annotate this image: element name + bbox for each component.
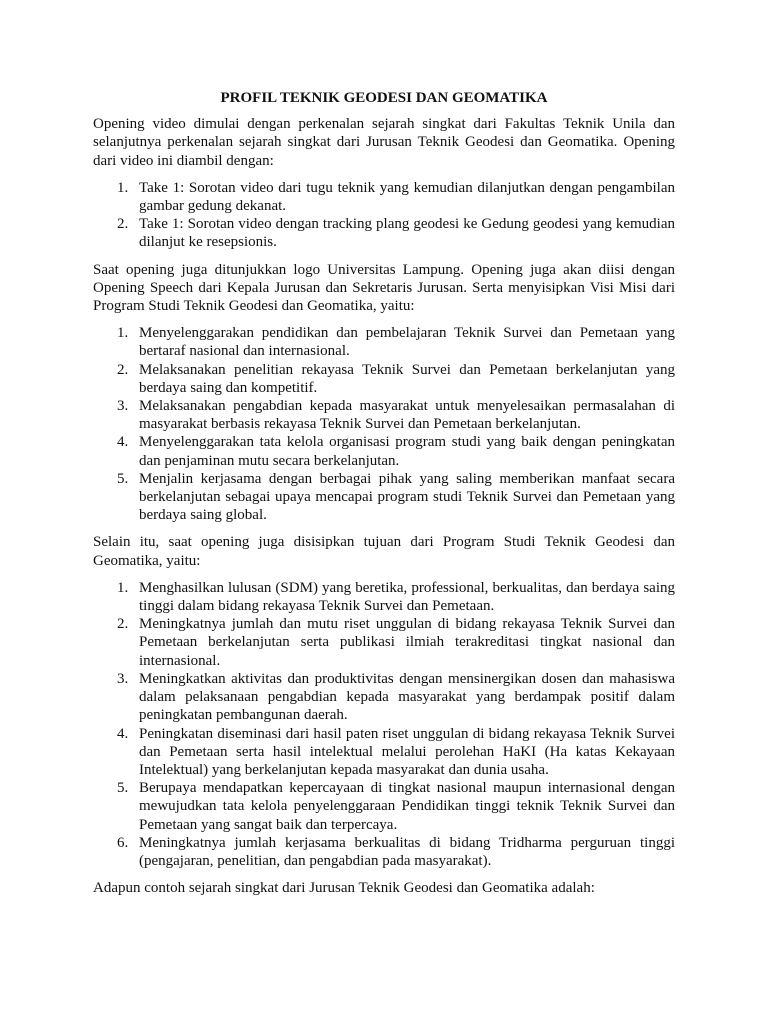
closing-paragraph: Adapun contoh sejarah singkat dari Jurusan Teknik Geodesi dan Geomatika adalah:: [93, 880, 595, 897]
list-text: Menyelenggarakan tata kelola organisasi program studi yang baik dengan peningkatan dan penjaminan mutu secara berkelanjutan.: [139, 434, 675, 469]
list-text: Take 1: Sorotan video dari tugu teknik yang kemudian dilanjutkan dengan pengambilan gambar gedung dekanat.: [139, 179, 675, 215]
tujuan-list: [93, 579, 675, 870]
list-text: Menyelenggarakan pendidikan dan pembelajaran Teknik Survei dan Pemetaan yang bertaraf nasional dan internasional.: [139, 325, 675, 360]
list-number: 3.: [117, 670, 129, 687]
document-title: PROFIL TEKNIK GEODESI DAN GEOMATIKA: [220, 90, 548, 106]
list-item: [93, 324, 675, 360]
opening-paragraph: Saat opening juga ditunjukkan logo Universitas Lampung. Opening juga akan diisi dengan Opening Speech dari Kepala Jurusan dan Sekretaris Jurusan. Serta menyisipkan Visi Misi dari Program Studi Teknik Geodesi dan Geomatika, yaitu:: [93, 261, 675, 315]
list-number: 1.: [117, 179, 129, 196]
list-number: 2.: [117, 616, 129, 633]
list-text: Peningkatan diseminasi dari hasil paten riset unggulan di bidang rekayasa Teknik Survei dan Pemetaan serta hasil intelektual melalui perolehan HaKI (Ha katas Kekayaan Intelektual) yang berkelanjutan kepada masyarakat dan dunia usaha.: [139, 725, 675, 778]
list-text: Melaksanakan penelitian rekayasa Teknik Survei dan Pemetaan berkelanjutan yang berdaya saing dan kompetitif.: [139, 361, 675, 396]
list-number: 5.: [117, 780, 129, 797]
list-text: Melaksanakan pengabdian kepada masyarakat untuk menyelesaikan permasalahan di masyarakat berbasis rekayasa Teknik Survei dan Pemetaan berkelanjutan.: [139, 398, 675, 433]
list-number: 1.: [117, 325, 129, 342]
intro-paragraph: Opening video dimulai dengan perkenalan sejarah singkat dari Fakultas Teknik Unila dan selanjutnya perkenalan sejarah singkat dari Jurusan Teknik Geodesi dan Geomatika. Opening dari video ini diambil dengan:: [93, 116, 675, 169]
list-item: [93, 361, 675, 397]
list-item: [93, 215, 675, 251]
list-item: [93, 579, 675, 615]
list-number: 5.: [117, 470, 129, 487]
tujuan-paragraph: Selain itu, saat opening juga disisipkan tujuan dari Program Studi Teknik Geodesi dan Geomatika, yaitu:: [93, 534, 675, 569]
list-text: Take 1: Sorotan video dengan tracking plang geodesi ke Gedung geodesi yang kemudian dilanjut ke resepsionis.: [139, 216, 675, 251]
list-item: [93, 834, 675, 870]
list-item: [93, 779, 675, 834]
list-number: 3.: [117, 398, 129, 415]
list-number: 2.: [117, 216, 129, 233]
misi-list: [93, 324, 675, 524]
list-number: 1.: [117, 579, 129, 596]
list-text: Meningkatnya jumlah dan mutu riset unggulan di bidang rekayasa Teknik Survei dan Pemetaan berkelanjutan serta publikasi ilmiah terakreditasi tingkat nasional dan internasional.: [139, 616, 675, 669]
list-item: [93, 725, 675, 780]
list-text: Meningkatnya jumlah kerjasama berkualitas di bidang Tridharma perguruan tinggi (pengajaran, penelitian, dan pengabdian pada masyarakat).: [139, 834, 675, 869]
list-item: [93, 179, 675, 215]
list-item: [93, 615, 675, 670]
list-text: Berupaya mendapatkan kepercayaan di tingkat nasional maupun internasional dengan mewujudkan tata kelola penyelenggaraan Pendidikan tinggi teknik Teknik Survei dan Pemetaan yang sangat baik dan terpercaya.: [139, 780, 675, 833]
list-item: [93, 433, 675, 469]
list-item: [93, 470, 675, 525]
list-number: 4.: [117, 725, 129, 742]
list-item: [93, 670, 675, 725]
takes-list: [93, 179, 675, 252]
list-number: 6.: [117, 834, 129, 851]
list-text: Menjalin kerjasama dengan berbagai pihak yang saling memberikan manfaat secara berkelanjutan sebagai upaya mencapai program studi Teknik Survei dan Pemetaan yang berdaya saing global.: [139, 470, 675, 524]
list-text: Meningkatkan aktivitas dan produktivitas dengan mensinergikan dosen dan mahasiswa dalam pelaksanaan pengabdian kepada masyarakat yang berdampak positif dalam peningkatan pembangunan daerah.: [139, 670, 675, 724]
list-number: 4.: [117, 434, 129, 451]
list-text: Menghasilkan lulusan (SDM) yang beretika, professional, berkualitas, dan berdaya saing tinggi dalam bidang rekayasa Teknik Survei dan Pemetaan.: [139, 579, 675, 615]
list-number: 2.: [117, 361, 129, 378]
list-item: [93, 397, 675, 433]
